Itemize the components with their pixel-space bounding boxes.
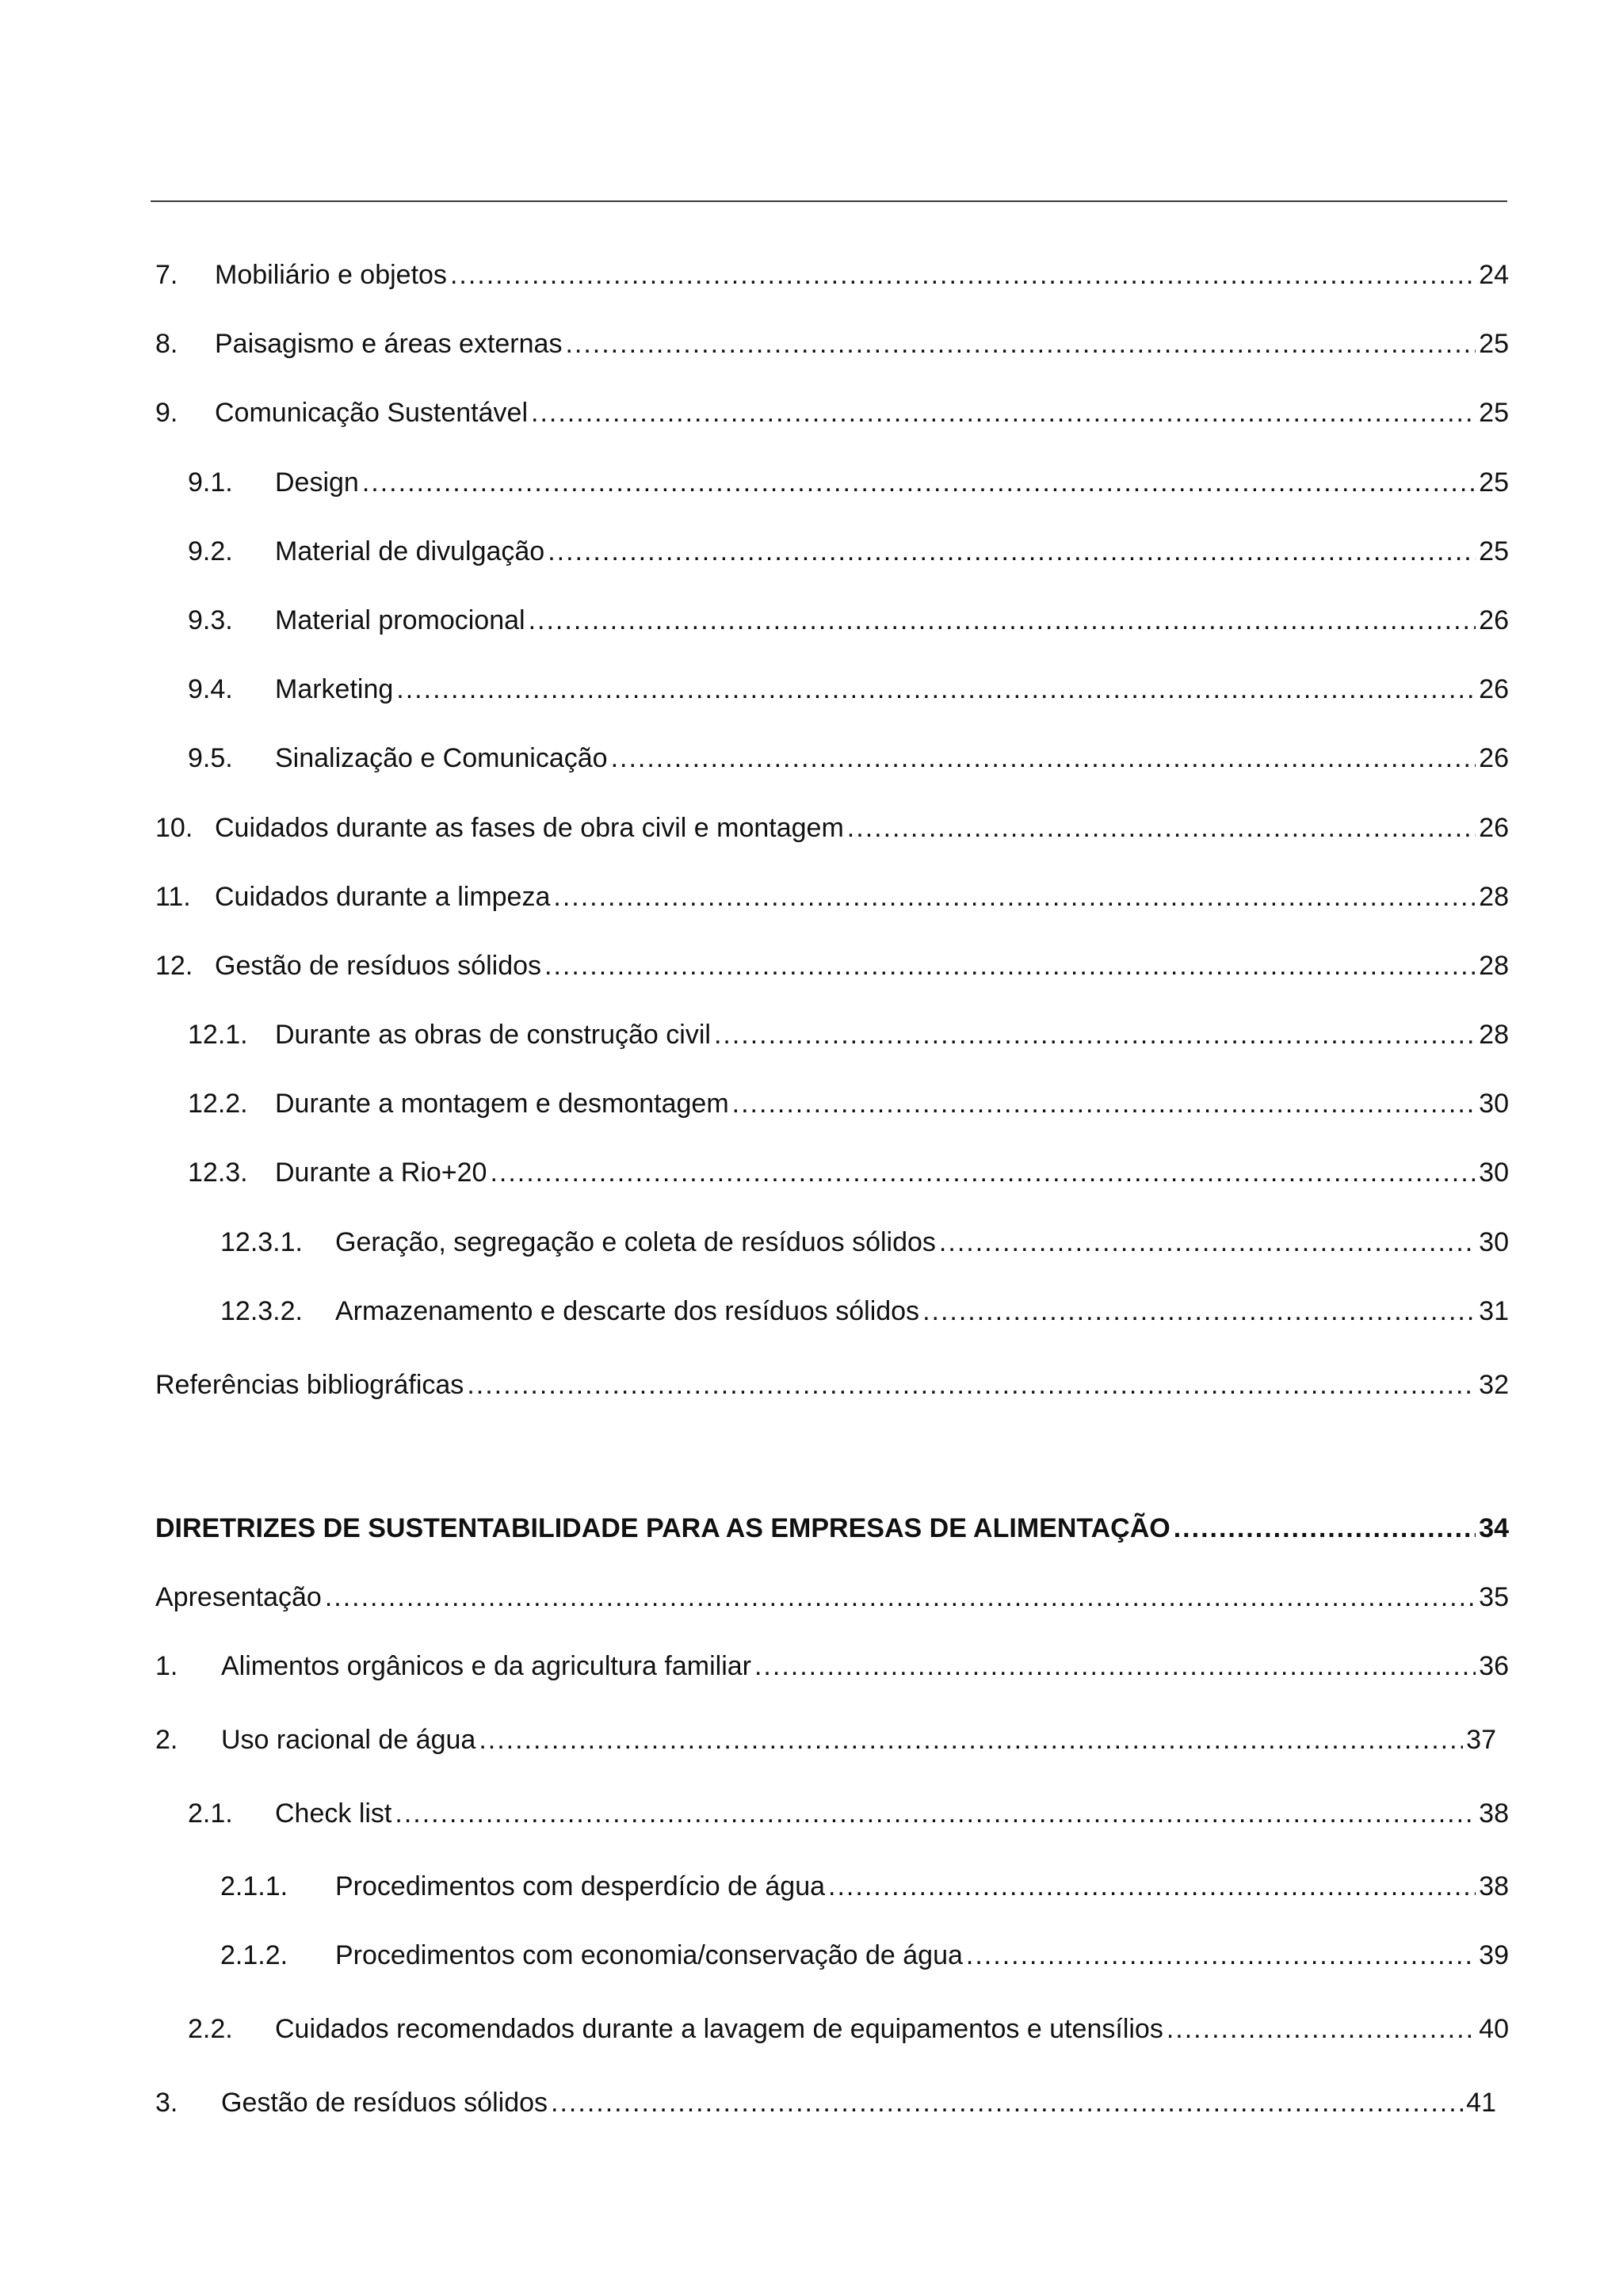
toc-dot-leader (544, 948, 1476, 983)
toc-entry-title: Check list (275, 1798, 392, 1829)
toc-entry-title: Referências bibliográficas (155, 1370, 464, 1400)
toc-entry[interactable] (188, 672, 1509, 707)
toc-dot-leader (395, 1796, 1476, 1831)
toc-entry[interactable] (155, 1722, 1496, 1757)
toc-entry-page: 28 (1479, 882, 1509, 912)
toc-entry-title: Cuidados durante a limpeza (215, 882, 551, 912)
toc-entry-page: 38 (1479, 1798, 1509, 1829)
toc-dot-leader (1167, 2012, 1476, 2046)
toc-entry-title: Marketing (275, 674, 394, 704)
toc-dot-leader (531, 395, 1476, 430)
toc-entry-number: 2. (155, 1725, 178, 1755)
toc-entry-number: 9.2. (188, 536, 233, 566)
toc-entry-title: Paisagismo e áreas externas (215, 329, 563, 359)
toc-entry[interactable] (220, 1225, 1509, 1260)
toc-entry-number: 12.3.1. (220, 1227, 303, 1257)
toc-entry-number: 12.2. (188, 1089, 248, 1119)
toc-entry-title: Procedimentos com economia/conservação de água (335, 1940, 963, 1970)
toc-dot-leader (922, 1294, 1476, 1329)
toc-entry-title: Gestão de resíduos sólidos (215, 951, 542, 981)
toc-entry-title: Armazenamento e descarte dos resíduos sólidos (335, 1296, 920, 1326)
toc-entry-title: Comunicação Sustentável (215, 398, 529, 428)
toc-dot-leader (450, 257, 1476, 292)
toc-entry-page: 36 (1479, 1651, 1509, 1681)
toc-entry[interactable] (155, 2085, 1496, 2120)
toc-entry[interactable] (220, 1869, 1509, 1904)
toc-entry[interactable] (188, 1796, 1509, 1831)
toc-entry-page: 41 (1466, 2088, 1496, 2118)
toc-entry-title: Material promocional (275, 605, 525, 635)
toc-dot-leader (551, 2085, 1463, 2120)
toc-entry-page: 32 (1479, 1370, 1509, 1400)
toc-entry-title: Sinalização e Comunicação (275, 743, 608, 773)
toc-entry[interactable] (188, 1086, 1509, 1121)
toc-entry-title: Design (275, 467, 359, 498)
toc-entry-page: 37 (1466, 1725, 1496, 1755)
toc-entry-title: Geração, segregação e coleta de resíduos sólidos (335, 1227, 936, 1257)
toc-entry-number: 2.2. (188, 2014, 233, 2044)
toc-entry[interactable] (155, 1649, 1509, 1684)
toc-entry[interactable] (188, 2012, 1509, 2046)
toc-entry-number: 12.1. (188, 1020, 248, 1050)
toc-entry[interactable] (155, 1511, 1509, 1546)
toc-entry-title: Mobiliário e objetos (215, 260, 447, 290)
toc-entry[interactable] (155, 810, 1509, 845)
toc-dot-leader (548, 534, 1476, 569)
toc-entry-title: Cuidados recomendados durante a lavagem de equipamentos e utensílios (275, 2014, 1163, 2044)
toc-entry-number: 7. (155, 260, 178, 290)
toc-entry-page: 31 (1479, 1296, 1509, 1326)
toc-dot-leader (553, 879, 1476, 914)
toc-entry[interactable] (220, 1938, 1509, 1973)
toc-entry-title: Alimentos orgânicos e da agricultura familiar (221, 1651, 751, 1681)
toc-entry-page: 25 (1479, 536, 1509, 566)
toc-entry-page: 28 (1479, 951, 1509, 981)
toc-entry-number: 10. (155, 813, 193, 843)
toc-entry-page: 25 (1479, 329, 1509, 359)
toc-dot-leader (966, 1938, 1476, 1973)
toc-entry-number: 9.4. (188, 674, 233, 704)
toc-entry-page: 30 (1479, 1227, 1509, 1257)
toc-entry-page: 38 (1479, 1871, 1509, 1901)
toc-dot-leader (939, 1225, 1476, 1260)
toc-dot-leader (828, 1869, 1476, 1904)
toc-entry-page: 35 (1479, 1582, 1509, 1612)
toc-entry[interactable] (155, 948, 1509, 983)
toc-entry[interactable] (188, 741, 1509, 776)
toc-entry-page: 30 (1479, 1158, 1509, 1188)
toc-entry-number: 3. (155, 2088, 178, 2118)
toc-entry-page: 25 (1479, 398, 1509, 428)
toc-entry-number: 2.1.1. (220, 1871, 288, 1901)
toc-entry-page: 26 (1479, 674, 1509, 704)
toc-entry[interactable] (188, 534, 1509, 569)
toc-entry-page: 26 (1479, 743, 1509, 773)
toc-entry[interactable] (155, 257, 1509, 292)
toc-entry-page: 24 (1479, 260, 1509, 290)
toc-entry-number: 12. (155, 951, 193, 981)
toc-entry[interactable] (155, 326, 1509, 361)
toc-entry-page: 40 (1479, 2014, 1509, 2044)
toc-dot-leader (847, 810, 1476, 845)
toc-entry-title: Uso racional de água (221, 1725, 476, 1755)
toc-entry-number: 9.1. (188, 467, 233, 498)
toc-entry[interactable] (188, 1017, 1509, 1052)
toc-entry-page: 26 (1479, 813, 1509, 843)
toc-entry-title: Apresentação (155, 1582, 322, 1612)
header-rule (151, 200, 1507, 202)
toc-entry-number: 2.1. (188, 1798, 233, 1829)
toc-dot-leader (479, 1722, 1463, 1757)
toc-dot-leader (490, 1155, 1476, 1190)
toc-dot-leader (362, 465, 1476, 500)
toc-entry-number: 9. (155, 398, 178, 428)
toc-entry[interactable] (220, 1294, 1509, 1329)
toc-entry-page: 25 (1479, 467, 1509, 498)
toc-entry-page: 34 (1479, 1513, 1509, 1543)
toc-entry-number: 2.1.2. (220, 1940, 288, 1970)
toc-dot-leader (754, 1649, 1476, 1684)
toc-entry-number: 8. (155, 329, 178, 359)
toc-entry[interactable] (155, 395, 1509, 430)
toc-dot-leader (732, 1086, 1476, 1121)
toc-entry-page: 39 (1479, 1940, 1509, 1970)
toc-dot-leader (325, 1580, 1476, 1615)
toc-entry-title: Durante as obras de construção civil (275, 1020, 711, 1050)
toc-dot-leader (529, 603, 1476, 638)
toc-entry-title: Cuidados durante as fases de obra civil e montagem (215, 813, 844, 843)
toc-entry-number: 11. (155, 882, 191, 912)
toc-entry[interactable] (155, 879, 1509, 914)
toc-entry-title: Gestão de resíduos sólidos (221, 2088, 548, 2118)
toc-entry-title: Material de divulgação (275, 536, 545, 566)
toc-entry-number: 12.3. (188, 1158, 248, 1188)
toc-dot-leader (565, 326, 1476, 361)
toc-entry-number: 9.5. (188, 743, 233, 773)
toc-entry[interactable] (155, 1580, 1509, 1615)
toc-entry-number: 1. (155, 1651, 178, 1681)
toc-entry-page: 28 (1479, 1020, 1509, 1050)
toc-entry-title: Durante a Rio+20 (275, 1158, 487, 1188)
toc-entry-page: 30 (1479, 1089, 1509, 1119)
toc-entry-title: Durante a montagem e desmontagem (275, 1089, 729, 1119)
toc-dot-leader (714, 1017, 1476, 1052)
toc-entry-number: 9.3. (188, 605, 233, 635)
toc-entry-title: DIRETRIZES DE SUSTENTABILIDADE PARA AS EMPRESAS DE ALIMENTAÇÃO (155, 1513, 1170, 1543)
toc-entry-page: 26 (1479, 605, 1509, 635)
toc-dot-leader (467, 1367, 1476, 1402)
toc-entry[interactable] (188, 603, 1509, 638)
toc-dot-leader (611, 741, 1476, 776)
toc-entry-title: Procedimentos com desperdício de água (335, 1871, 826, 1901)
toc-dot-leader (396, 672, 1476, 707)
toc-entry[interactable] (155, 1367, 1509, 1402)
toc-dot-leader (1174, 1511, 1476, 1546)
toc-entry[interactable] (188, 465, 1509, 500)
toc-entry[interactable] (188, 1155, 1509, 1190)
toc-entry-number: 12.3.2. (220, 1296, 303, 1326)
